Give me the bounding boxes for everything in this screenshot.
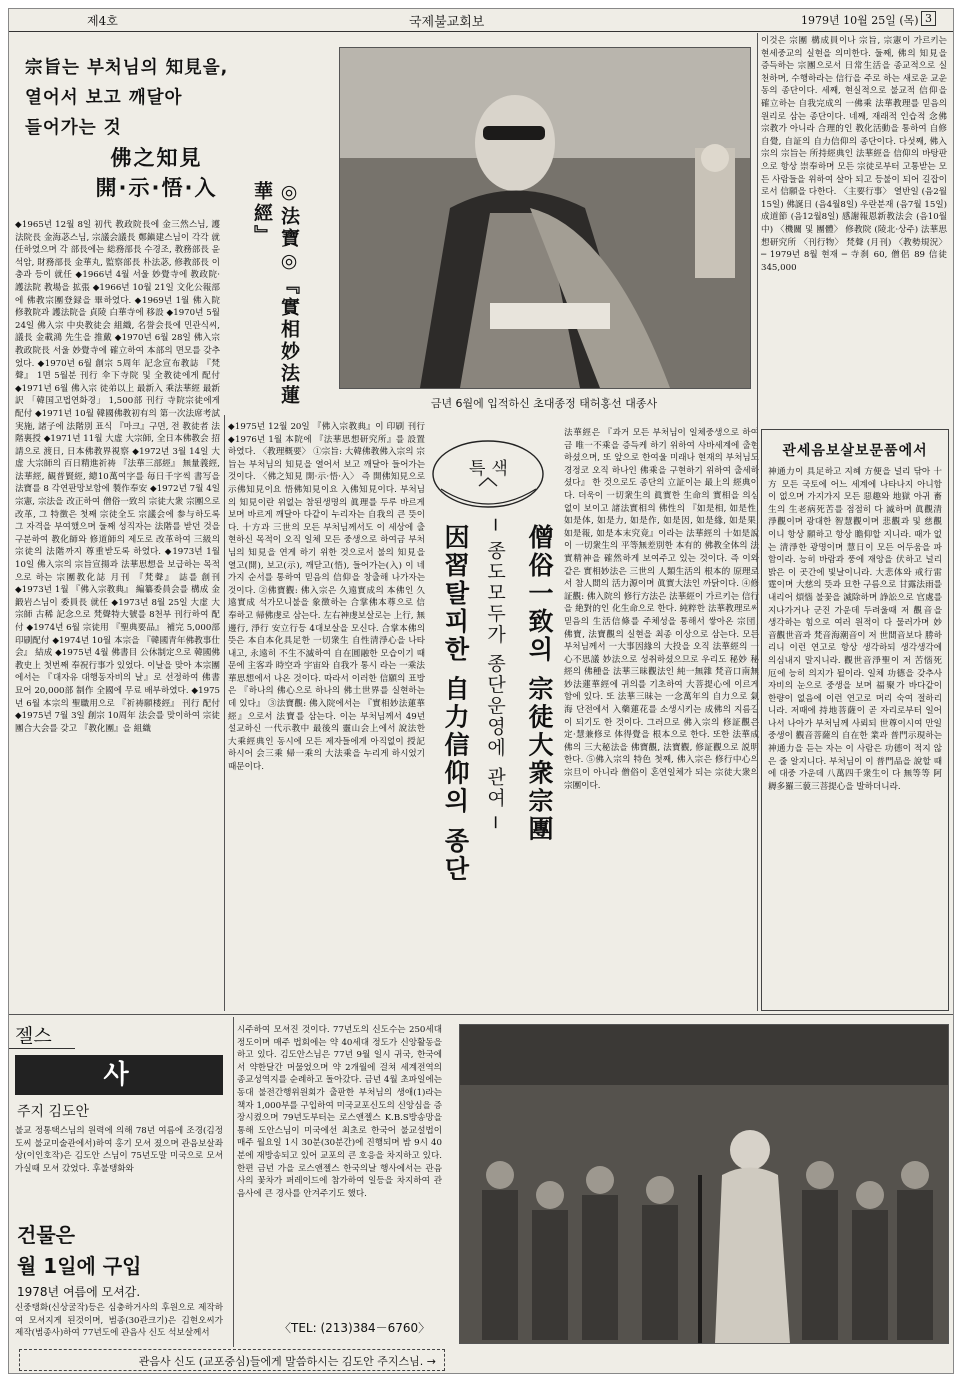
avalokiteshvara-sidebar	[761, 429, 949, 1011]
ad-headline-2: 월 1일에 구입	[17, 1254, 142, 1278]
monk-photo-graphic	[340, 48, 750, 388]
sidebar-body: 神通力이 具足하고 지혜 方便을 널리 닦아 十方 모든 국토에 어느 세계에 나타나지 아니함이 없으며 가지가지 모든 惡趣와 地獄 아귀 畜生의 生老病死苦를 점점히 다 滅하며 眞觀清淨觀이며 광대한 智慧觀이며 悲觀과 및 慈觀이니 항상 願하고 항상 瞻仰할 지니라. 때가 없는 清淨한 광명이며 慧日이 모든 어두움을 파함이라. 능히 바람과 풍에 재앙을 伏하고 널리 밝은 이 곳간에 빛날이니라. 大悲体와 戒行雷霆이며 大慈의 뜻과 묘한 구름으로 甘露法雨를 내리어 煩惱 불꽃을 滅除하며 諍訟으로 官處를 지나가거나 군진 가운데 두려울때 저 觀音을 생각하는 힘으로 여러 원적이 다 물러가며 妙音觀世音과 梵音海潮音이 저 世間音보다 勝하리니 이런 연고로 항상 생각하되 생각생각에 의심내지 말지니라. 觀世音淨聖이 저 苦惱死厄에 능히 의지가 될이라. 일체 功德을 갖추사 자비의 눈으로 중생을 보며 福聚가 바다같이 한량이 없음에 이런 연고로 머리 숙여 절하리니라. 저때에 持地菩薩이 곧 자리로부터 일어나서 나아가 부처님께 사뢰되 世尊이시여 만일 중생이 觀音菩薩의 自在한 業과 普門示現하는 神通力을 듣는 자는 이 사람은 功德이 적지 않은 줄 알지니다. 부처님이 이 普門品을 說할 때에 대중 가운데 八萬四千衆生이 다 無等等 阿耨多羅三藐三菩提心을 발하더니라.	[768, 467, 942, 792]
sutra-name: 『實相妙法蓮華經』	[251, 181, 300, 407]
ad-headline-1: 건물은	[17, 1223, 75, 1247]
temple-ad-center: 시주하여 모셔진 것이다. 77년도의 신도수는 250세대 정도이며 매주 법회에는 약 40세대 정도가 신앙활동을 하고 있다. 김도안스님은 77년 9월 일시 귀국, 한국에서 약한달간 머물었으며 약 2개월에 걸쳐 세계전역의 종교성역지를 순례하고 돌아갔다. 금년 4월 초파일에는 동대 불전간행위원회가 출판한 부처님의 생애(1)라는 책자 1,000부를 구입하여 미국교포신도의 신앙심을 증장시켰으며 79년도부터는 로스앤젤스 K.B.S방송망을 통해 도안스님이 미국에선 최초로 한국어 불교설법이 매주 월요일 1시 30분(30분간)에 진행되며 밤 9시 40분에 재방송되고 있어 교포의 큰 호응을 차지하고 있다. 한편 금년 가을 로스앤젤스 한국의날 행사에서는 관음사의 꽃차가 퍼레이드에 참가하여 일등을 차지하여 관음사에 큰 경사를 안겨주기도 했다.	[237, 1025, 442, 1199]
article-column-4: 이것은 宗團 構成員이나 宗旨, 宗憲이 가르키는 현세중교의 실현을 의미한다. 둘째, 佛의 知見을 증득하는 宗團으로서 日常生活을 종교적으로 실천하며, 수행하라는 信行을 주로 하는 새로운 교운동의 종단이다. 세째, 현실적으로 불교적 信仰을 確立하는 自我完成의 一佛乘 法華教理를 믿음의 원리로 삼는 종단이다. 네째, 재래적 인습적 念佛宗教가 아니라 合理的인 教化活動을 통하여 自修自覺, 自証의 自力信仰의 종단이다. 다섯째, 佛入宗의 宗旨는 所持經典인 法華經을 信仰의 바탕판으로 항상 崇奉하며 모든 宗徒로부터 고통받는 모든 사람들을 위하여 살아 되고 등불이 되어 길잡이로서 信願을 다한다. 〈主要行事〉 열반일 (음2월 15일) 佛誕日 (음4월8일) 우란분재 (음7월 15일) 成道節 (음12월8일) 感謝報恩新教法会 (음10월中) 〈機關 및 團體〉 修教院 (陵北·상주) 法華思想研究所 〈刊行物〉 梵聲 (月刊) 〈教勢規況〉 ─ 1979년 8월 현재 ─ 寺刹 60, 僧侶 89 信徒 345,000	[761, 36, 947, 273]
headline-line-3: 들어가는 것	[25, 118, 122, 138]
photo-footer-caption: 관음사 신도 (교포중심)들에게 말씀하시는 김도안 주지스님. →	[138, 1355, 436, 1368]
dharma-talk-photo	[459, 1024, 949, 1344]
article-column-2: ◆1975년 12월 20일 『佛入宗教典』이 印刷 刊行 ◆1976년 1월 本院에 『法華思想研究所』를 設置하였다. 〈教理概要〉 ①宗旨: 大韓佛教佛入宗의 宗旨는 부처님의 知見을 열어서 보고 깨달아 들어가는 것이다. 〈佛之知見 開·示·悟·入〉 즉 開佛知見으로 示佛知見이요 悟佛知見이요 入佛知見이다. 부처님의 知見이란 위없는 참된생명의 眞理를 두루 바르게 보며 바르게 깨달아 다같이 누리자는 自我의 큰 뜻이다. 十方과 三世의 모든 부처님께서도 이 세상에 출현하신 목적이 오직 일체 모든 중생으로 하여금 부처님의 知見을 연게 하기 위한 것으로서 불의 知見을 열고(開), 보고(示), 깨닫고(悟), 들어가는(入) 이 네가지 순서를 통하여 믿음의 信仰을 창출해 나가자는 것이다. ②佛寶觀: 佛入宗은 久遠實成의 本佛인 久遠實成 석가모니불을 象徴하는 合掌佛本尊으로 信奉하고 帰佛虔로 삼는다. 左右神虔보살로는 上行, 無邊行, 淨行 安立行등 4대보살을 모신다. 合掌本佛의 뜻은 本自本化具足한 一切衆生 自性清淨心을 나타내고, 永遠히 不生不滅하여 自在圓融한 모습이기 때문에 主客과 時空과 宇宙와 自我가 통시 라는 一乘法華思想에서 나온 것이다. 따라서 이러한 信願의 표방은 『하나의 佛心으로 하나의 佛土世界를 실현하는데 있다』 ③法寶觀: 佛入院에서는 『實相妙法蓮華經』으로서 法寶를 삼는다. 이는 부처님께서 49년 설교하신 一代示教中 最後의 靈山会上에서 說法한 大乘經典인 동시에 모든 제자들에게 아직없이 授記하시어 会三乘 帰一乘의 大法乘을 누리게 하시었기 때문이다.	[228, 422, 425, 773]
special-feature-emblem	[431, 434, 546, 514]
page-header	[9, 9, 953, 32]
headline-sub-1: 佛之知見	[110, 146, 203, 170]
article-column-3: 法華經은 『과거 모든 부처님이 일체중생으로 하여금 唯一不乘을 증득케 하기 위하여 사바세계에 출현하셨으며, 또 앞으로 한여울 미래나 현재의 부처님도 경정코 오직 하나인 佛乘을 구현하기 위하여 출세하셨다』 한 것으로도 종단의 立証이는 最上의 經典이다. 더욱이 一切衆生의 眞實한 生命의 實相을 의심없이 보이고 諸法實相의 佛性의 『如是相, 如是性, 如是体, 如是力, 如是作, 如是因, 如是緣, 如是果, 如是報, 如是本末究竟』이라는 法華經의 十如是說이 一切衆生의 平等無差別한 本有的 佛教全体의 法實精神을 確然하게 보여주고 있는 것이다. 즉 이와 같은 實相妙法은 三世의 人類生活의 根本的 原理로서 참人間의 活力源이며 眞實大法인 까닭이다. ④修証觀: 佛入院의 修行方法은 法華經이 가르키는 信行을 絶對的인 化生命으로 한다. 純粹한 法華教理로써 믿음의 生活信條를 주체성을 통해서 쌓아온 宗団, 佛寶, 法寶觀의 실현을 최종 이상으로 삼는다. 모든 부처님께서 一大事因緣의 大投을 오직 法華經의 一心不思議 妙法으로 성취하셨으므로 우리도 秘妙 秘經의 佛種을 法華三昧觀法인 純一無雜 梵音口南無妙法蓮華經에 귀의를 기초하여 大菩提心에 이르게 함에 있다. 또 法華三昧는 一念萬年의 自力으로 氣海 단전에서 入藥蓮花를 소생시키는 成佛의 지름길이 되기도 한 것이다. 그러므로 佛入宗의 修証觀은 定·慧兼修로 体得覺을 根本으로 한다. 또한 法華成佛의 三大秘法을 佛寶觀, 法寶觀, 修証觀으로 説明한다. ⑤佛入宗의 特色 첫째, 佛入宗은 修行中心의 宗旦이 아니라 僧俗이 혼연일체가 되는 宗徒大衆의 宗團이다.	[564, 428, 759, 791]
monk-portrait-photo	[339, 47, 751, 389]
ad-monk-name: 주지 김도안	[17, 1104, 90, 1120]
treasure-label: ◎法寶◎	[278, 181, 300, 275]
column-rule	[224, 415, 225, 1011]
ad-telephone: 〈TEL: (213)384－6760〉	[279, 1321, 431, 1335]
special-label: 특색	[469, 459, 514, 479]
ad-body-1: 불교 정통택스님의 원력에 의해 78년 여름에 조경(김정도씨 불교미술관에서)하여 홍기 모셔 졌으며 관음보살좌상(이인호작)은 김도안 스님이 75년도말 미국으로 모셔 가실때 모셔 갔었다. 후불탱화와	[15, 1126, 223, 1174]
ad-big-char: 사	[15, 1055, 223, 1095]
section-divider	[9, 1014, 953, 1015]
vertical-headline-a: 僧俗一致의 宗徒大衆宗團	[525, 524, 554, 844]
dharma-treasure-title	[251, 181, 303, 411]
newspaper-page	[8, 8, 954, 1374]
dharma-talk-graphic	[460, 1025, 948, 1343]
headline-sub-2: 開·示·悟·入	[95, 176, 218, 200]
ad-subhead: 1978년 여름에 모셔감.	[17, 1285, 141, 1299]
issue-number: 제4호	[87, 14, 118, 28]
ad-top-label: 젤스	[9, 1021, 75, 1049]
page-number: 3	[921, 11, 936, 26]
ad-body-2: 신중탱화(신상굴작)등은 심충하거사의 후원으로 제작하여 모셔지게 된것이며, 범종(30관크기)은 김현오씨가 제작(범종사)하여 77년도에 관음사 신도 석보살께서	[15, 1303, 223, 1339]
newspaper-name: 국제불교회보	[409, 15, 485, 30]
article-column-1: ◆1965년 12월 8일 初代 教政院長에 金三然스님, 護法院長 金海苾스님, 宗議会議長 鄭鎭建스님이 각각 就任하였으며 각 部長에는 総務部長 수경조, 教務部長 윤석암, 財務部長 金華丸, 監察部長 朴法苾, 修教部長 이충과 등이 就任 ◆1966년 4월 서울 妙覺寺에 教政院·護法院 教場을 拡張 ◆1966년 10월 21일 文化公報部에 佛教宗團登録을 畢하였다. ◆1969년 1월 佛入院 修教院과 護法院을 貞陵 白華寺에 移設 ◆1970년 5월 24일 佛入宗 中央教徒会 組織, 名誉会長에 민관식씨, 議長 金載鴻 先生을 推戴 ◆1970년 6월 28일 佛入宗 教政院長 서울 妙覺寺에 確立하여 本部의 면모를 갖추었다. ◆1970년 6월 創宗 5周年 記念宣布教誌 『梵聲』 1면 5월분 刊行 伞下寺院 및 全教徒에게 配付 ◆1971년 6월 佛入宗 徒弟以上 最新入 乘法華經 最新訳 「韓国고법연화경」 1,500部 刊行 寺院宗徒에게 配付 ◆1971년 10월 韓國佛教初有의 第一次法席考試 実施, 諸子에 法階別 표식 『마크』구면, 전 教徒者 法階裏授 ◆1971년 11월 大虚 大宗師, 全日本佛教会 招請으로 渡日, 日本佛教界視察 ◆1972년 3월 14일 大虚 大宗師의 百日精進祈祷 『法華三部經』 無量義經, 法華經, 観普賢經, 總10萬여字를 毎日千字씩 書写을 法寶를 8 각연판망보함에 製作奉安 ◆1972년 7월 4일 宗憲, 宗法을 改正하여 僧俗一致의 宗徒大衆 宗團으로 改革, 그 特徴은 첫째 宗徒全도 宗議会에 参与하도록 그 자격을 부여했으며 둘째 성직자는 法階를 받던 것을 구분하여 教化師와 修道師의 제도로 改革하여 三級의 宗徒의 法階까지 尊重받도록 하였다. ◆1973년 1월 10일 佛入宗의 宗旨宣揚과 法華思想을 보급하는 목적으로 하는 宗團教化誌 月刊 『梵聲』 誌를 創刊 ◆1973년 1월 『佛入宗教典』 編纂委員会를 構成 金鍛岩스님이 委員長 就任 ◆1973년 8월 25일 大虚 大宗師 古稀 記念으로 梵聲特大號를 8천부 刊行하여 配付 ◆1974년 6월 宗徒用 『聖典要品』 補完 5,000部 印刷配付 ◆1974년 10월 本宗을 『韓國青年佛教事仕会』 結成 ◆1975년 4월 佛書目 公休制定으로 韓國佛教史上 첫번째 奉祝行事가 있었다. 이날을 맞아 本宗團에서는 『대자유 대행동자비의 날』로 선정하여 佛書묘어 20,000部 制作 全國에 무료 배부하였다. ◆1975년 6월 本宗의 聖職用으로 『祈祷願楼經』 刊行 配付 ◆1975년 7월 3일 創宗 10周年 法会를 맞이하여 宗徒團合大会를 갖고 『教化團』을 組織	[15, 220, 220, 734]
issue-date: 1979년 10월 25일 (목)	[801, 14, 919, 27]
column-rule	[757, 33, 758, 1011]
headline-line-1: 宗旨는 부처님의 知見을,	[25, 58, 229, 78]
headline-line-2: 열어서 보고 깨달아	[25, 88, 183, 108]
photo-footer-box	[19, 1349, 445, 1371]
sidebar-title: 관세음보살보문품에서	[782, 443, 928, 459]
column-rule	[233, 1017, 234, 1347]
vertical-headline-c: 因習탈피한 自力信仰의 종단	[441, 524, 470, 884]
photo-caption: 금년 6월에 입적하신 초대종정 태허홍선 대종사	[430, 397, 658, 410]
vertical-headline-b: ─ 종도모두가 종단운영에 관여 ─	[484, 519, 506, 831]
temple-ad-left	[9, 1021, 229, 1351]
